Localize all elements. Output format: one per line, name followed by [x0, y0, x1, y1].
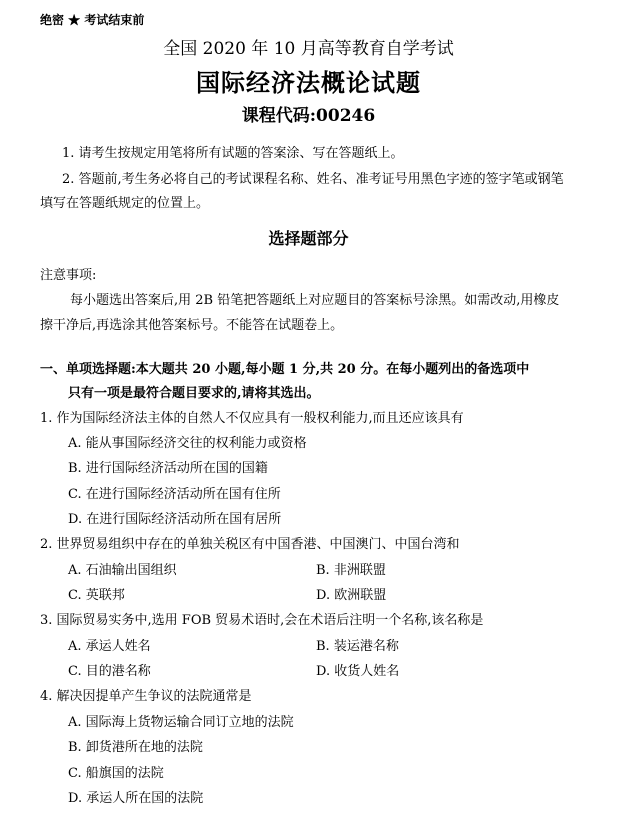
- question-4-option-c: C. 船旗国的法院: [68, 766, 164, 781]
- question-3-stem: 3. 国际贸易实务中,选用 FOB 贸易术语时,会在术语后注明一个名称,该名称是: [40, 613, 484, 628]
- course-code: 课程代码:00246: [241, 106, 376, 126]
- question-1-stem: 1. 作为国际经济法主体的自然人不仅应具有一般权利能力,而且还应该具有: [40, 411, 464, 426]
- question-2-option-c: C. 英联邦: [68, 588, 125, 603]
- section-title: 选择题部分: [268, 229, 349, 248]
- instruction-line-2a: 2. 答题前,考生务必将自己的考试课程名称、姓名、准考证号用黑色字迹的签字笔或钢笔: [62, 172, 564, 187]
- notice-line-1: 每小题选出答案后,用 2B 铅笔把答题纸上对应题目的答案标号涂黑。如需改动,用橡皮: [70, 293, 560, 308]
- question-2-option-d: D. 欧洲联盟: [316, 588, 387, 603]
- question-4-option-d: D. 承运人所在国的法院: [68, 791, 204, 806]
- question-4-stem: 4. 解决因提单产生争议的法院通常是: [40, 689, 252, 704]
- question-2-stem: 2. 世界贸易组织中存在的单独关税区有中国香港、中国澳门、中国台湾和: [40, 537, 460, 552]
- question-3-option-a: A. 承运人姓名: [68, 639, 151, 654]
- question-2-option-a: A. 石油输出国组织: [68, 563, 177, 578]
- notice-line-2: 擦干净后,再选涂其他答案标号。不能答在试题卷上。: [40, 318, 344, 333]
- paper-title: 国际经济法概论试题: [196, 68, 421, 97]
- question-1-option-d: D. 在进行国际经济活动所在国有居所: [68, 512, 282, 527]
- question-4-option-b: B. 卸货港所在地的法院: [68, 740, 203, 755]
- question-2-option-b: B. 非洲联盟: [316, 563, 386, 578]
- question-1-option-b: B. 进行国际经济活动所在国的国籍: [68, 461, 268, 476]
- secret-label: 绝密 ★ 考试结束前: [40, 13, 145, 27]
- instruction-line-2b: 填写在答题纸规定的位置上。: [40, 196, 210, 211]
- exam-title: 全国 2020 年 10 月高等教育自学考试: [163, 39, 454, 59]
- question-3-option-d: D. 收货人姓名: [316, 664, 400, 679]
- question-3-option-c: C. 目的港名称: [68, 664, 151, 679]
- part-one-header-line-2: 只有一项是最符合题目要求的,请将其选出。: [68, 386, 320, 401]
- question-3-option-b: B. 装运港名称: [316, 639, 399, 654]
- notice-label: 注意事项:: [40, 268, 97, 283]
- question-1-option-c: C. 在进行国际经济活动所在国有住所: [68, 487, 281, 502]
- instruction-line-1: 1. 请考生按规定用笔将所有试题的答案涂、写在答题纸上。: [62, 146, 404, 161]
- question-4-option-a: A. 国际海上货物运输合同订立地的法院: [68, 715, 294, 730]
- question-1-option-a: A. 能从事国际经济交往的权利能力或资格: [68, 436, 307, 451]
- part-one-header-line-1: 一、单项选择题:本大题共 20 小题,每小题 1 分,共 20 分。在每小题列出的备选项中: [40, 362, 530, 377]
